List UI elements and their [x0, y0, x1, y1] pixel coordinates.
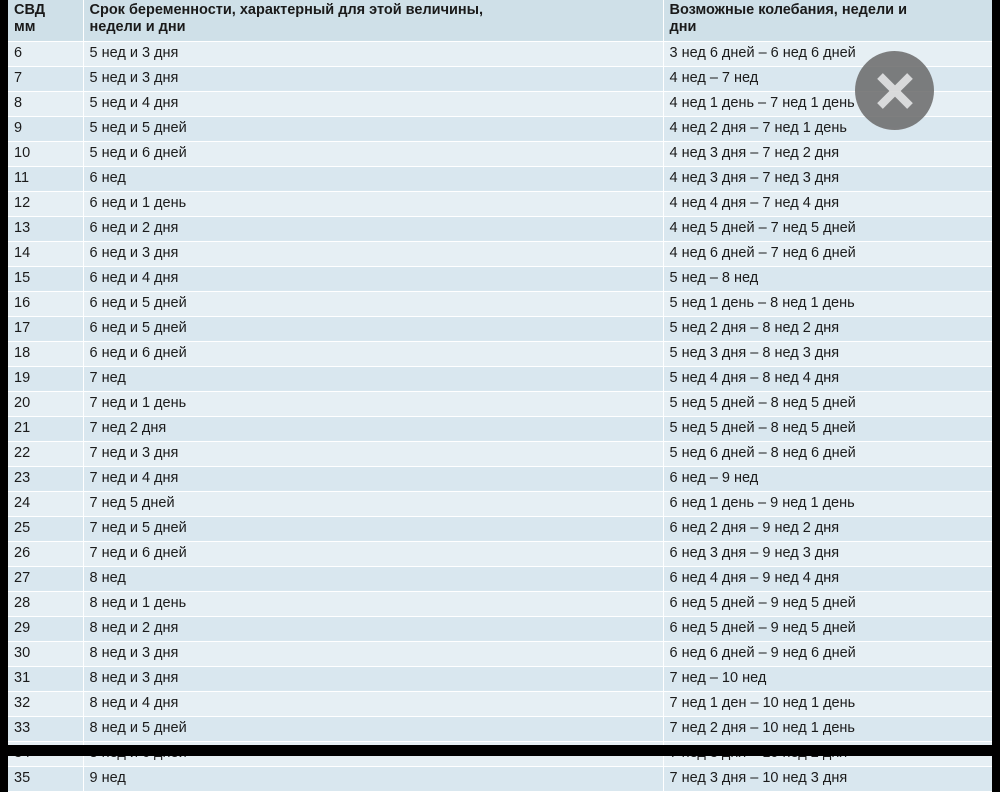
cell-range: 3 нед 6 дней – 6 нед 6 дней — [663, 42, 992, 67]
cell-range: 4 нед 2 дня – 7 нед 1 день — [663, 117, 992, 142]
cell-svd: 18 — [8, 342, 83, 367]
cell-term: 5 нед и 3 дня — [83, 67, 663, 92]
cell-svd: 7 — [8, 67, 83, 92]
cell-term: 7 нед и 3 дня — [83, 442, 663, 467]
column-header-term-line2: недели и дни — [89, 19, 186, 35]
cell-range: 4 нед 5 дней – 7 нед 5 дней — [663, 217, 992, 242]
cell-range: 7 нед 2 дня – 10 нед 1 день — [663, 717, 992, 742]
cell-term: 7 нед — [83, 367, 663, 392]
cell-range: 7 нед 1 ден – 10 нед 1 день — [663, 692, 992, 717]
cell-svd: 10 — [8, 142, 83, 167]
table-row — [8, 767, 992, 792]
column-header-svd-line1: СВД — [14, 2, 46, 18]
table-row — [8, 217, 992, 242]
table-row — [8, 292, 992, 317]
cell-svd: 8 — [8, 92, 83, 117]
cell-svd: 12 — [8, 192, 83, 217]
table-row — [8, 142, 992, 167]
column-header-term-line1: Срок беременности, характерный для этой величины, — [89, 2, 484, 18]
cell-term: 7 нед и 6 дней — [83, 542, 663, 567]
cell-term: 8 нед и 4 дня — [83, 692, 663, 717]
cell-term: 6 нед и 1 день — [83, 192, 663, 217]
column-header-svd-line2: мм — [14, 19, 36, 35]
cell-svd: 25 — [8, 517, 83, 542]
cell-svd: 31 — [8, 667, 83, 692]
cell-range: 4 нед 3 дня – 7 нед 3 дня — [663, 167, 992, 192]
table-row — [8, 442, 992, 467]
cell-svd: 14 — [8, 242, 83, 267]
cell-term: 6 нед и 2 дня — [83, 217, 663, 242]
table-row — [8, 167, 992, 192]
cell-svd: 24 — [8, 492, 83, 517]
cell-svd: 13 — [8, 217, 83, 242]
cell-range: 7 нед 3 дня – 10 нед 3 дня — [663, 767, 992, 792]
cell-range: 6 нед 1 день – 9 нед 1 день — [663, 492, 992, 517]
cell-svd: 21 — [8, 417, 83, 442]
cell-term: 6 нед и 5 дней — [83, 317, 663, 342]
close-button[interactable] — [855, 51, 934, 130]
cell-term: 8 нед и 5 дней — [83, 717, 663, 742]
cell-svd: 33 — [8, 717, 83, 742]
cell-term: 8 нед и 3 дня — [83, 667, 663, 692]
cell-term: 6 нед и 6 дней — [83, 342, 663, 367]
cell-svd: 15 — [8, 267, 83, 292]
column-header-range-line2: дни — [669, 19, 697, 35]
table-row — [8, 367, 992, 392]
cell-term: 6 нед и 3 дня — [83, 242, 663, 267]
cell-term: 7 нед 2 дня — [83, 417, 663, 442]
cell-term: 9 нед — [83, 767, 663, 792]
table-row — [8, 117, 992, 142]
table-row — [8, 642, 992, 667]
cell-svd: 23 — [8, 467, 83, 492]
cell-svd: 29 — [8, 617, 83, 642]
cell-range: 6 нед 5 дней – 9 нед 5 дней — [663, 617, 992, 642]
left-letterbox — [0, 0, 8, 745]
column-header-range — [663, 0, 992, 42]
table-row — [8, 392, 992, 417]
cell-term: 5 нед и 6 дней — [83, 142, 663, 167]
table-row — [8, 417, 992, 442]
table-body — [8, 42, 992, 792]
cell-svd: 19 — [8, 367, 83, 392]
cell-range: 5 нед 1 день – 8 нед 1 день — [663, 292, 992, 317]
cell-range: 4 нед 3 дня – 7 нед 2 дня — [663, 142, 992, 167]
close-icon — [855, 51, 934, 130]
gestational-sac-table-container — [8, 0, 992, 786]
cell-range: 6 нед 3 дня – 9 нед 3 дня — [663, 542, 992, 567]
table-row — [8, 267, 992, 292]
table-header — [8, 0, 992, 42]
cell-term: 6 нед и 5 дней — [83, 292, 663, 317]
cell-range: 5 нед 2 дня – 8 нед 2 дня — [663, 317, 992, 342]
cell-svd: 35 — [8, 767, 83, 792]
cell-term: 8 нед — [83, 567, 663, 592]
cell-svd: 30 — [8, 642, 83, 667]
table-row — [8, 592, 992, 617]
cell-range: 5 нед 3 дня – 8 нед 3 дня — [663, 342, 992, 367]
cell-svd: 17 — [8, 317, 83, 342]
table-row — [8, 567, 992, 592]
table-row — [8, 67, 992, 92]
table-row — [8, 242, 992, 267]
column-header-term — [83, 0, 663, 42]
cell-term: 5 нед и 4 дня — [83, 92, 663, 117]
column-header-svd — [8, 0, 83, 42]
cell-term: 5 нед и 3 дня — [83, 42, 663, 67]
cell-range: 7 нед – 10 нед — [663, 667, 992, 692]
cell-term: 7 нед и 5 дней — [83, 517, 663, 542]
cell-range: 6 нед 6 дней – 9 нед 6 дней — [663, 642, 992, 667]
cell-range: 5 нед 5 дней – 8 нед 5 дней — [663, 392, 992, 417]
cell-svd: 22 — [8, 442, 83, 467]
cell-range: 5 нед – 8 нед — [663, 267, 992, 292]
cell-svd: 26 — [8, 542, 83, 567]
table-row — [8, 42, 992, 67]
cell-term: 5 нед и 5 дней — [83, 117, 663, 142]
table-row — [8, 667, 992, 692]
gestational-sac-table — [8, 0, 992, 792]
cell-svd: 11 — [8, 167, 83, 192]
cell-term: 8 нед и 2 дня — [83, 617, 663, 642]
cell-range: 4 нед – 7 нед — [663, 67, 992, 92]
cell-term: 6 нед — [83, 167, 663, 192]
table-row — [8, 317, 992, 342]
cell-term: 7 нед и 4 дня — [83, 467, 663, 492]
table-header-row — [8, 0, 992, 42]
cell-range: 6 нед 2 дня – 9 нед 2 дня — [663, 517, 992, 542]
cell-range: 4 нед 1 день – 7 нед 1 день — [663, 92, 992, 117]
cell-svd: 16 — [8, 292, 83, 317]
bottom-letterbox — [0, 745, 1000, 756]
cell-range: 5 нед 4 дня – 8 нед 4 дня — [663, 367, 992, 392]
cell-svd: 6 — [8, 42, 83, 67]
cell-term: 7 нед и 1 день — [83, 392, 663, 417]
table-row — [8, 192, 992, 217]
table-row — [8, 692, 992, 717]
table-row — [8, 517, 992, 542]
cell-svd: 9 — [8, 117, 83, 142]
cell-svd: 27 — [8, 567, 83, 592]
cell-term: 6 нед и 4 дня — [83, 267, 663, 292]
cell-range: 4 нед 4 дня – 7 нед 4 дня — [663, 192, 992, 217]
cell-svd: 20 — [8, 392, 83, 417]
table-row — [8, 717, 992, 742]
cell-term: 7 нед 5 дней — [83, 492, 663, 517]
cell-range: 6 нед 4 дня – 9 нед 4 дня — [663, 567, 992, 592]
table-row — [8, 342, 992, 367]
cell-range: 6 нед – 9 нед — [663, 467, 992, 492]
cell-range: 5 нед 5 дней – 8 нед 5 дней — [663, 417, 992, 442]
cell-range: 5 нед 6 дней – 8 нед 6 дней — [663, 442, 992, 467]
right-letterbox — [992, 0, 1000, 745]
table-row — [8, 542, 992, 567]
cell-term: 8 нед и 1 день — [83, 592, 663, 617]
table-row — [8, 617, 992, 642]
cell-range: 6 нед 5 дней – 9 нед 5 дней — [663, 592, 992, 617]
column-header-range-line1: Возможные колебания, недели и — [669, 2, 908, 18]
cell-svd: 32 — [8, 692, 83, 717]
cell-svd: 28 — [8, 592, 83, 617]
cell-range: 4 нед 6 дней – 7 нед 6 дней — [663, 242, 992, 267]
table-row — [8, 492, 992, 517]
table-row — [8, 467, 992, 492]
table-row — [8, 92, 992, 117]
cell-term: 8 нед и 3 дня — [83, 642, 663, 667]
